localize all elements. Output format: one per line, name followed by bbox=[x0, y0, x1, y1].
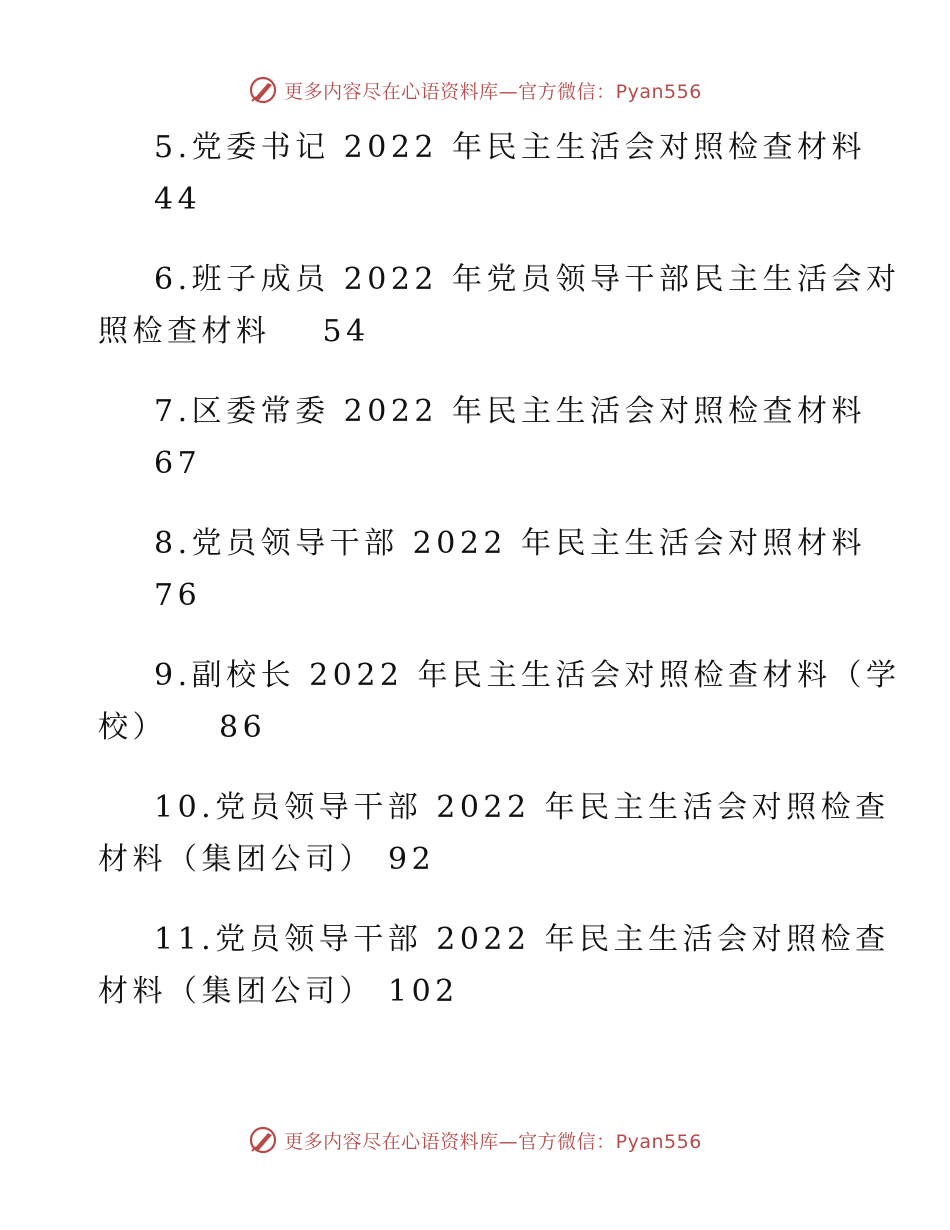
header-watermark bbox=[0, 70, 950, 110]
toc-entry-title: 11.党员领导干部 2022 年民主生活会对照检查 bbox=[154, 922, 890, 957]
toc-entry-title-cont: 材料（集团公司） bbox=[98, 974, 374, 1009]
watermark-text: 更多内容尽在心语资料库—官方微信：Pyan556 bbox=[284, 1130, 702, 1153]
toc-entry-page: 54 bbox=[322, 314, 370, 349]
toc-entry-title: 6.班子成员 2022 年党员领导干部民主生活会对 bbox=[154, 262, 901, 297]
toc-entry-9[interactable] bbox=[98, 650, 901, 754]
toc-entry-page: 76 bbox=[154, 578, 202, 613]
toc-entry-page: 102 bbox=[388, 974, 459, 1009]
toc-entry-page: 44 bbox=[154, 182, 202, 217]
toc-entry-title: 7.区委常委 2022 年民主生活会对照检查材料 bbox=[154, 394, 867, 429]
toc-entry-11[interactable] bbox=[98, 914, 890, 1018]
toc-entry-8[interactable] bbox=[98, 518, 867, 622]
toc-entry-title-cont: 照检查材料 bbox=[98, 314, 271, 349]
toc-entry-page: 92 bbox=[388, 842, 436, 877]
toc-entry-6[interactable] bbox=[98, 254, 901, 358]
toc-entry-title-cont: 校） bbox=[98, 710, 167, 745]
toc-entry-title: 9.副校长 2022 年民主生活会对照检查材料（学 bbox=[154, 658, 901, 693]
toc-entry-title: 8.党员领导干部 2022 年民主生活会对照材料 bbox=[154, 526, 867, 561]
toc-entry-title: 10.党员领导干部 2022 年民主生活会对照检查 bbox=[154, 790, 890, 825]
toc-entry-title-cont: 材料（集团公司） bbox=[98, 842, 374, 877]
pen-logo-icon bbox=[248, 1125, 278, 1155]
pen-logo-icon bbox=[248, 75, 278, 105]
toc-entry-5[interactable] bbox=[98, 122, 867, 226]
toc-entry-page: 86 bbox=[219, 710, 267, 745]
toc-entry-10[interactable] bbox=[98, 782, 890, 886]
toc-entry-title: 5.党委书记 2022 年民主生活会对照检查材料 bbox=[154, 130, 867, 165]
toc-entry-page: 67 bbox=[154, 446, 202, 481]
footer-watermark bbox=[0, 1120, 950, 1160]
watermark-text: 更多内容尽在心语资料库—官方微信：Pyan556 bbox=[284, 80, 702, 103]
toc-entry-7[interactable] bbox=[98, 386, 867, 490]
toc-list bbox=[98, 122, 901, 1046]
